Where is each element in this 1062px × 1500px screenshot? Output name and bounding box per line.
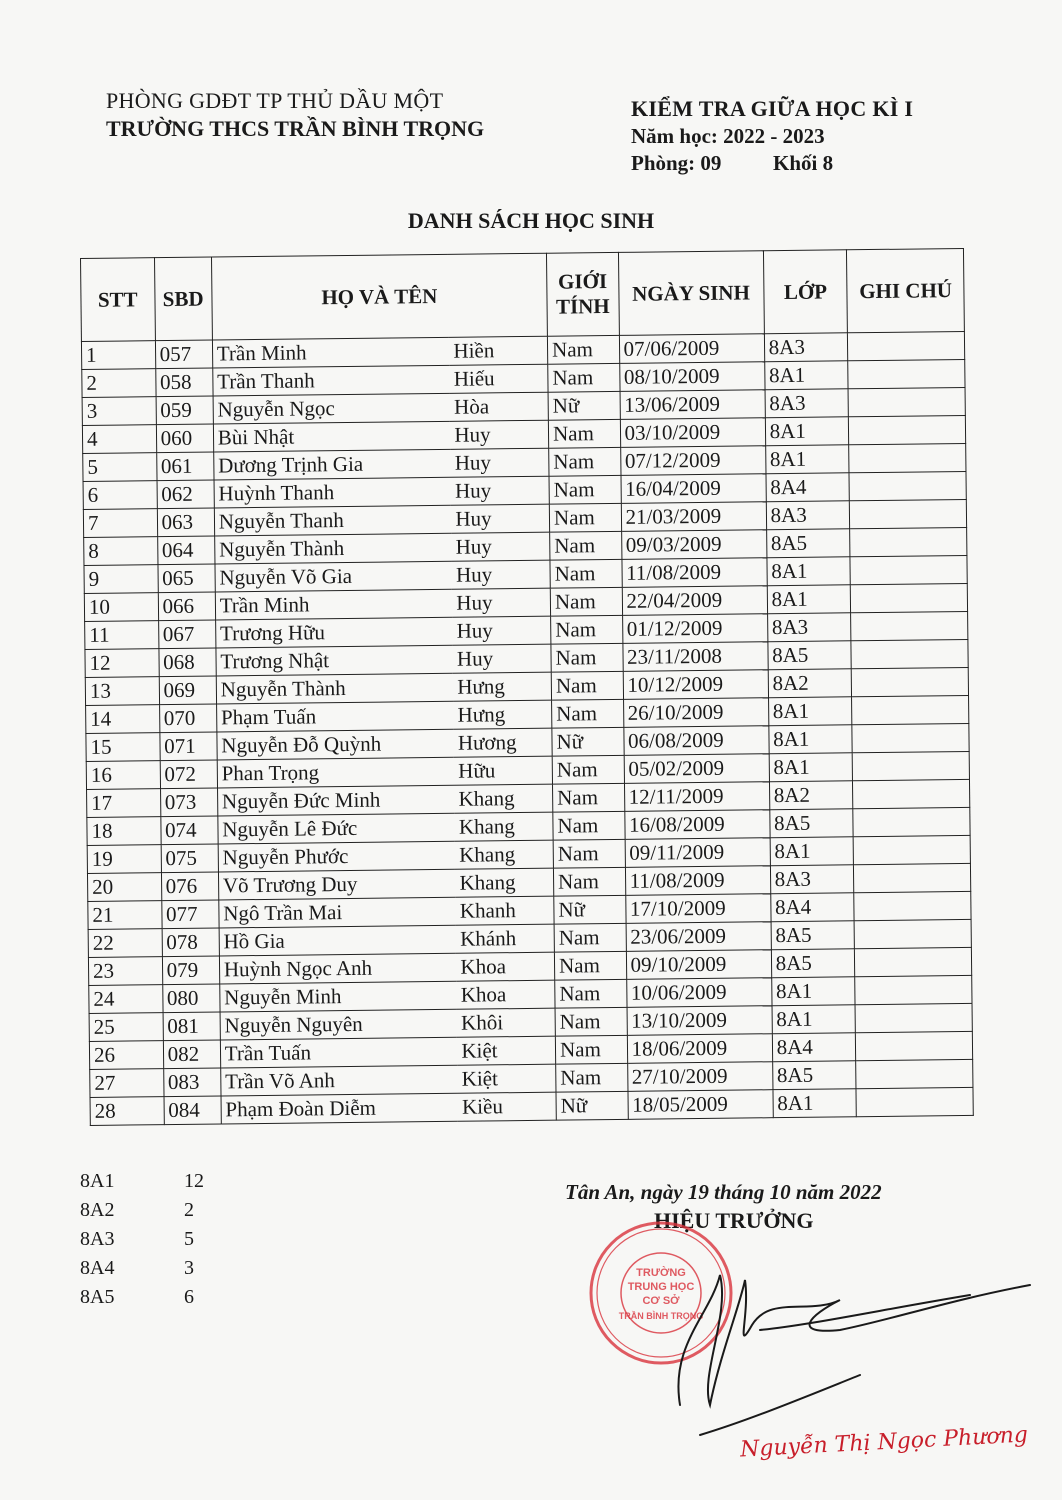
cell-note [854,835,971,864]
cell-class: 8A4 [772,1033,856,1062]
cell-dob: 03/10/2009 [620,418,765,448]
cell-gender: Nữ [548,391,620,420]
cell-family-name: Trần Tuấn [220,1037,457,1068]
cell-stt: 13 [85,677,159,706]
table-body [81,331,973,1125]
cell-note [848,359,965,388]
summary-count: 6 [184,1286,194,1308]
cell-gender: Nam [550,559,622,588]
cell-note [849,415,966,444]
cell-note [852,723,969,752]
cell-sbd: 064 [157,536,215,565]
cell-class: 8A1 [767,585,851,614]
cell-family-name: Nguyễn Thanh [214,505,451,536]
cell-family-name: Huỳnh Ngọc Anh [219,953,456,984]
cell-family-name: Hồ Gia [219,925,456,956]
svg-text:CƠ SỞ: CƠ SỞ [642,1295,680,1307]
cell-note [855,1003,972,1032]
cell-given-name: Hữu [454,756,552,785]
cell-stt: 4 [82,425,156,454]
cell-stt: 1 [81,341,155,370]
cell-gender: Nam [549,475,621,504]
cell-note [850,527,967,556]
cell-class: 8A1 [769,753,853,782]
cell-given-name: Kiệt [457,1036,555,1065]
cell-gender: Nam [549,503,621,532]
cell-sbd: 076 [161,872,219,901]
cell-note [851,583,968,612]
cell-gender: Nam [555,1007,627,1036]
cell-gender: Nam [553,811,625,840]
cell-stt: 15 [86,733,160,762]
cell-given-name: Hiền [449,336,547,365]
cell-sbd: 059 [156,396,214,425]
cell-note [852,667,969,696]
cell-sbd: 080 [162,984,220,1013]
cell-sbd: 072 [160,760,218,789]
cell-family-name: Trần Minh [212,337,449,368]
summary-row [80,1170,214,1199]
cell-sbd: 070 [159,704,217,733]
cell-family-name: Bùi Nhật [213,421,450,452]
cell-class: 8A1 [768,725,852,754]
cell-given-name: Huy [451,504,549,533]
cell-given-name: Huy [451,476,549,505]
cell-family-name: Nguyễn Lê Đức [218,813,455,844]
cell-dob: 06/08/2009 [623,726,768,756]
summary-row [80,1228,214,1257]
cell-gender: Nam [551,671,623,700]
cell-family-name: Phan Trọng [217,757,454,788]
cell-dob: 09/03/2009 [621,530,766,560]
cell-family-name: Nguyễn Đức Minh [217,785,454,816]
cell-stt: 24 [89,985,163,1014]
cell-given-name: Kiệt [458,1064,556,1093]
cell-stt: 17 [87,789,161,818]
cell-gender: Nam [547,335,619,364]
cell-sbd: 069 [159,676,217,705]
cell-stt: 16 [86,761,160,790]
cell-class: 8A1 [765,417,849,446]
cell-dob: 11/08/2009 [621,558,766,588]
cell-class: 8A1 [770,837,854,866]
cell-class: 8A4 [766,473,850,502]
cell-class: 8A3 [767,613,851,642]
cell-gender: Nữ [552,727,624,756]
cell-stt: 12 [85,649,159,678]
cell-note [851,639,968,668]
signer-name: Nguyễn Thị Ngọc Phương [739,1422,1029,1463]
cell-sbd: 057 [155,340,213,369]
cell-given-name: Kiều [458,1092,556,1121]
cell-class: 8A4 [770,893,854,922]
cell-note [856,1059,973,1088]
cell-given-name: Khang [455,868,553,897]
cell-class: 8A5 [769,809,853,838]
cell-stt: 8 [84,537,158,566]
cell-given-name: Huy [453,644,551,673]
cell-dob: 17/10/2009 [625,894,770,924]
cell-dob: 22/04/2009 [622,586,767,616]
cell-sbd: 078 [162,928,220,957]
cell-gender: Nam [553,839,625,868]
cell-given-name: Huy [452,532,550,561]
cell-given-name: Khang [455,812,553,841]
summary-row [80,1257,214,1286]
column-header-note: GHI CHÚ [847,248,964,332]
cell-gender: Nam [555,1035,627,1064]
cell-sbd: 084 [164,1096,222,1125]
cell-dob: 09/11/2009 [625,838,770,868]
cell-stt: 7 [83,509,157,538]
cell-dob: 18/05/2009 [628,1090,773,1120]
cell-stt: 5 [83,453,157,482]
cell-given-name: Huy [452,560,550,589]
cell-gender: Nam [553,867,625,896]
summary-class: 8A5 [80,1286,115,1308]
cell-given-name: Hương [454,728,552,757]
cell-given-name: Hưng [453,700,551,729]
cell-gender: Nữ [556,1091,628,1120]
svg-text:TRƯỜNG: TRƯỜNG [636,1267,686,1279]
cell-family-name: Nguyễn Đỗ Quỳnh [217,729,454,760]
gender-header-line1: GIỚI [557,269,608,294]
cell-class: 8A3 [765,389,849,418]
cell-dob: 16/08/2009 [624,810,769,840]
grade-level: Khối 8 [773,151,834,175]
cell-note [848,331,965,360]
column-header-dob: NGÀY SINH [618,251,764,336]
cell-class: 8A3 [766,501,850,530]
cell-gender: Nữ [554,895,626,924]
cell-stt: 19 [87,845,161,874]
cell-dob: 09/10/2009 [626,950,771,980]
room-number: Phòng: 09 [631,151,722,175]
cell-sbd: 066 [158,592,216,621]
cell-family-name: Nguyễn Phước [218,841,455,872]
cell-stt: 25 [89,1013,163,1042]
cell-gender: Nam [552,755,624,784]
cell-given-name: Huy [451,448,549,477]
summary-count: 12 [184,1170,204,1192]
cell-dob: 07/06/2009 [619,334,764,364]
cell-stt: 11 [85,621,159,650]
cell-given-name: Huy [450,420,548,449]
cell-given-name: Hòa [450,392,548,421]
column-header-gender [546,252,618,336]
cell-sbd: 062 [157,480,215,509]
cell-given-name: Khang [455,840,553,869]
class-summary [80,1170,214,1315]
cell-dob: 16/04/2009 [621,474,766,504]
cell-dob: 12/11/2009 [624,782,769,812]
cell-dob: 23/06/2009 [626,922,771,952]
cell-stt: 10 [84,593,158,622]
cell-stt: 2 [82,369,156,398]
table-header-row [81,248,965,341]
cell-family-name: Trương Hữu [215,617,452,648]
cell-sbd: 079 [162,956,220,985]
cell-note [849,471,966,500]
cell-note [850,499,967,528]
cell-family-name: Phạm Đoàn Diễm [221,1093,458,1124]
cell-family-name: Nguyễn Minh [220,981,457,1012]
cell-dob: 26/10/2009 [623,698,768,728]
cell-note [856,1031,973,1060]
cell-given-name: Huy [452,588,550,617]
cell-family-name: Trần Võ Anh [220,1065,457,1096]
cell-gender: Nam [551,643,623,672]
cell-sbd: 083 [163,1068,221,1097]
cell-gender: Nam [549,447,621,476]
gender-header-line2: TÍNH [555,293,610,319]
cell-stt: 21 [88,901,162,930]
cell-stt: 22 [88,929,162,958]
cell-class: 8A1 [771,977,855,1006]
cell-sbd: 073 [160,788,218,817]
cell-gender: Nam [550,587,622,616]
cell-stt: 28 [90,1097,164,1126]
svg-text:TRẦN BÌNH TRỌNG: TRẦN BÌNH TRỌNG [618,1311,704,1321]
cell-given-name: Khoa [457,980,555,1009]
cell-dob: 21/03/2009 [621,502,766,532]
column-header-stt: STT [81,258,156,342]
cell-gender: Nam [551,615,623,644]
cell-family-name: Trần Thanh [213,365,450,396]
cell-given-name: Hiếu [450,364,548,393]
cell-class: 8A1 [767,557,851,586]
cell-stt: 23 [88,957,162,986]
cell-gender: Nam [548,419,620,448]
summary-class: 8A2 [80,1199,115,1221]
cell-sbd: 082 [163,1040,221,1069]
header-right [631,96,913,176]
header-left [106,88,484,142]
cell-stt: 26 [89,1041,163,1070]
cell-family-name: Trần Minh [215,589,452,620]
cell-class: 8A5 [771,921,855,950]
summary-count: 2 [184,1199,194,1221]
cell-given-name: Khánh [456,924,554,953]
cell-class: 8A1 [773,1089,857,1118]
signature-title: HIỆU TRƯỞNG [654,1208,814,1233]
cell-note [848,387,965,416]
cell-dob: 18/06/2009 [627,1034,772,1064]
cell-family-name: Trương Nhật [216,645,453,676]
cell-note [850,555,967,584]
cell-class: 8A5 [772,1061,856,1090]
cell-sbd: 075 [161,844,219,873]
cell-gender: Nam [550,531,622,560]
cell-given-name: Khôi [457,1008,555,1037]
cell-stt: 14 [86,705,160,734]
cell-sbd: 077 [161,900,219,929]
cell-stt: 9 [84,565,158,594]
cell-sbd: 068 [159,648,217,677]
cell-gender: Nam [548,363,620,392]
summary-count: 5 [184,1228,194,1250]
summary-class: 8A3 [80,1228,115,1250]
department-name: PHÒNG GDĐT TP THỦ DẦU MỘT [106,88,444,113]
cell-stt: 20 [87,873,161,902]
cell-class: 8A3 [770,865,854,894]
cell-gender: Nam [552,699,624,728]
cell-note [854,891,971,920]
svg-text:TRUNG HỌC: TRUNG HỌC [627,1281,695,1293]
school-name: TRƯỜNG THCS TRẦN BÌNH TRỌNG [106,116,485,141]
cell-class: 8A2 [769,781,853,810]
cell-sbd: 060 [156,424,214,453]
cell-gender: Nam [554,923,626,952]
cell-family-name: Võ Trương Duy [218,869,455,900]
cell-family-name: Nguyễn Nguyên [220,1009,457,1040]
cell-class: 8A1 [765,445,849,474]
cell-given-name: Khoa [456,952,554,981]
cell-dob: 05/02/2009 [624,754,769,784]
cell-family-name: Nguyễn Thành [214,533,451,564]
cell-sbd: 058 [155,368,213,397]
cell-class: 8A5 [766,529,850,558]
cell-given-name: Khang [454,784,552,813]
cell-dob: 08/10/2009 [619,362,764,392]
cell-dob: 23/11/2008 [622,642,767,672]
cell-sbd: 074 [160,816,218,845]
summary-count: 3 [184,1257,194,1279]
cell-gender: Nam [555,979,627,1008]
cell-dob: 01/12/2009 [622,614,767,644]
cell-sbd: 067 [158,620,216,649]
cell-family-name: Ngô Trần Mai [219,897,456,928]
cell-stt: 3 [82,397,156,426]
cell-given-name: Hưng [453,672,551,701]
exam-title: KIỂM TRA GIỮA HỌC KÌ I [631,96,914,121]
cell-note [854,863,971,892]
cell-dob: 13/06/2009 [620,390,765,420]
list-title: DANH SÁCH HỌC SINH [407,208,655,233]
cell-stt: 27 [90,1069,164,1098]
cell-class: 8A5 [768,641,852,670]
column-header-sbd: SBD [154,257,212,341]
cell-sbd: 081 [163,1012,221,1041]
cell-gender: Nam [554,951,626,980]
cell-note [853,779,970,808]
cell-sbd: 061 [156,452,214,481]
cell-dob: 11/08/2009 [625,866,770,896]
cell-note [852,695,969,724]
cell-family-name: Dương Trịnh Gia [214,449,451,480]
cell-dob: 27/10/2009 [627,1062,772,1092]
cell-note [849,443,966,472]
cell-note [855,947,972,976]
cell-sbd: 065 [158,564,216,593]
cell-family-name: Phạm Tuấn [216,701,453,732]
cell-family-name: Huỳnh Thanh [214,477,451,508]
cell-stt: 18 [87,817,161,846]
cell-dob: 07/12/2009 [620,446,765,476]
cell-note [853,807,970,836]
cell-dob: 13/10/2009 [627,1006,772,1036]
summary-row [80,1199,214,1228]
cell-class: 8A2 [768,669,852,698]
cell-note [853,751,970,780]
cell-sbd: 063 [157,508,215,537]
room-grade [631,151,913,176]
cell-given-name: Khanh [456,896,554,925]
cell-class: 8A5 [771,949,855,978]
cell-class: 8A1 [768,697,852,726]
summary-class: 8A1 [80,1170,115,1192]
cell-note [856,1087,973,1116]
cell-family-name: Nguyễn Ngọc [213,393,450,424]
cell-gender: Nam [552,783,624,812]
cell-class: 8A3 [764,333,848,362]
cell-class: 8A1 [772,1005,856,1034]
cell-note [855,919,972,948]
summary-row [80,1286,214,1315]
student-table [80,248,974,1126]
cell-given-name: Huy [452,616,550,645]
cell-dob: 10/06/2009 [626,978,771,1008]
cell-note [855,975,972,1004]
cell-note [851,611,968,640]
cell-class: 8A1 [764,361,848,390]
cell-family-name: Nguyễn Võ Gia [215,561,452,592]
summary-class: 8A4 [80,1257,115,1279]
cell-dob: 10/12/2009 [623,670,768,700]
cell-sbd: 071 [159,732,217,761]
cell-gender: Nam [556,1063,628,1092]
signature-place-date: Tân An, ngày 19 tháng 10 năm 2022 [565,1180,882,1204]
column-header-class: LỚP [763,250,848,334]
cell-family-name: Nguyễn Thành [216,673,453,704]
cell-stt: 6 [83,481,157,510]
school-year: Năm học: 2022 - 2023 [631,124,825,148]
column-header-name: HỌ VÀ TÊN [211,253,547,340]
